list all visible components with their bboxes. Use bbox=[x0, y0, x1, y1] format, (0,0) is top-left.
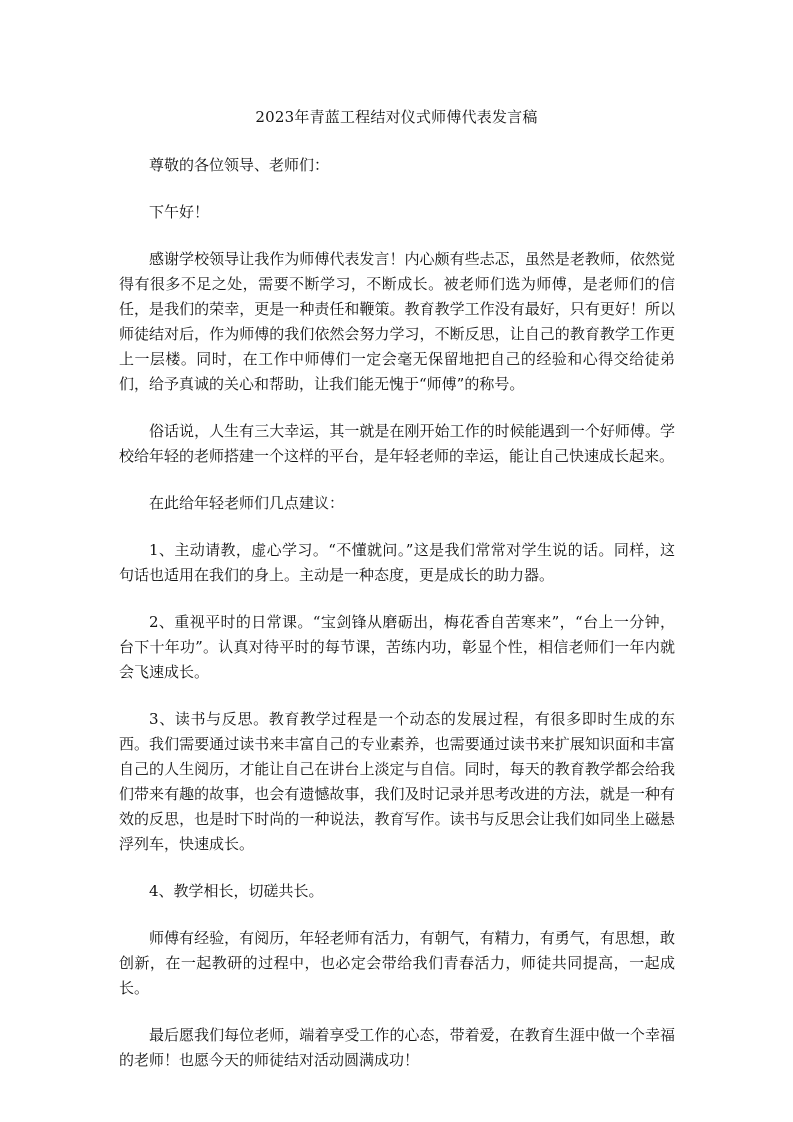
paragraph-saying: 俗话说，人生有三大幸运，其一就是在刚开始工作的时候能遇到一个好师傅。学校给年轻的老师搭建一个这样的平台，是年轻老师的幸运，能让自己快速成长起来。 bbox=[119, 422, 675, 465]
salutation: 尊敬的各位领导、老师们： bbox=[149, 156, 330, 174]
paragraph-suggestions-intro: 在此给年轻老师们几点建议： bbox=[149, 494, 345, 512]
document-body bbox=[119, 153, 675, 1095]
suggestion-4: 4、教学相长，切磋共长。 bbox=[149, 882, 324, 900]
suggestion-1: 1、主动请教，虚心学习。“不懂就问。”这是我们常常对学生说的话。同样，这句话也适用在我们的身上。主动是一种态度，更是成长的助力器。 bbox=[119, 541, 675, 584]
suggestion-3: 3、读书与反思。教育教学过程是一个动态的发展过程，有很多即时生成的东西。我们需要通过读书来丰富自己的专业素养，也需要通过读书来扩展知识面和丰富自己的人生阅历，才能让自己在讲台上淡定与自信。同时，每天的教育教学都会给我们带来有趣的故事，也会有遗憾故事，我们及时记录并思考改进的方法，就是一种有效的反思，也是时下时尚的一种说法，教育写作。读书与反思会让我们如同坐上磁悬浮列车，快速成长。 bbox=[119, 710, 675, 853]
paragraph-mutual-growth: 师傅有经验，有阅历，年轻老师有活力，有朝气，有精力，有勇气，有思想，敢创新，在一起教研的过程中，也必定会带给我们青春活力，师徒共同提高，一起成长。 bbox=[119, 929, 675, 997]
greeting: 下午好！ bbox=[149, 203, 210, 221]
suggestion-2: 2、重视平时的日常课。“宝剑锋从磨砺出，梅花香自苦寒来”，“台上一分钟，台下十年功”。认真对待平时的每节课，苦练内功，彰显个性，相信老师们一年内就会飞速成长。 bbox=[119, 613, 675, 681]
paragraph-closing: 最后愿我们每位老师，端着享受工作的心态，带着爱，在教育生涯中做一个幸福的老师！也愿今天的师徒结对活动圆满成功！ bbox=[119, 1026, 675, 1069]
paragraph-thanks: 感谢学校领导让我作为师傅代表发言！内心颇有些忐忑，虽然是老教师，依然觉得有很多不足之处，需要不断学习，不断成长。被老师们选为师傅，是老师们的信任，是我们的荣幸，更是一种责任和鞭策。教育教学工作没有最好，只有更好！所以师徒结对后，作为师傅的我们依然会努力学习，不断反思，让自己的教育教学工作更上一层楼。同时，在工作中师傅们一定会毫无保留地把自己的经验和心得交给徒弟们，给予真诚的关心和帮助，让我们能无愧于“师傅”的称号。 bbox=[119, 250, 675, 393]
document-title: 2023年青蓝工程结对仪式师傅代表发言稿 bbox=[255, 108, 538, 126]
